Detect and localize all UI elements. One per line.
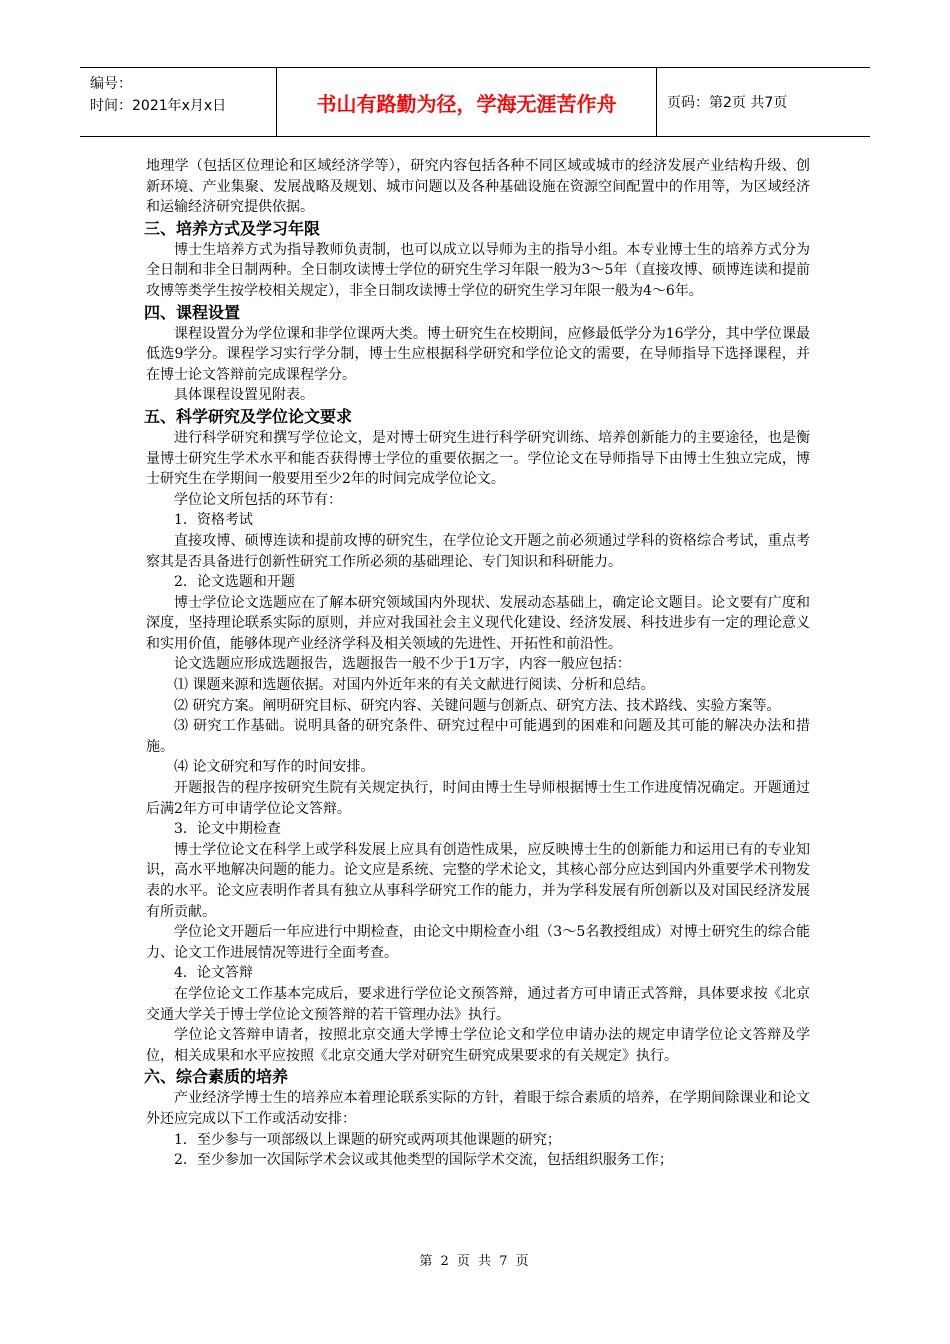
document-body — [146, 156, 810, 1171]
header-motto: 书山有路勤为径，学海无涯苦作舟 — [277, 68, 657, 136]
list-item: 1．至少参与一项部级以上课题的研究或两项其他课题的研究； — [174, 1131, 561, 1148]
page-footer: 第 2 页 共 7 页 — [419, 1254, 531, 1269]
list-item: ⑶ 研究工作基础。说明具备的研究条件、研究过程中可能遇到的困难和问题及其可能的解决办法和措施。 — [146, 718, 810, 755]
paragraph: 博士学位论文选题应在了解本研究领域国内外现状、发展动态基础上，确定论文题目。论文要有广度和深度，坚持理论联系实际的原则，并应对我国社会主义现代化建设、经济发展、科技进步有一定的理论意义和实用价值，能够体现产业经济学科及相关领域的先进性、开拓性和前沿性。 — [146, 594, 810, 652]
paragraph: 具体课程设置见附表。 — [174, 387, 314, 404]
paragraph: 学位论文开题后一年应进行中期检查，由论文中期检查小组（3～5名教授组成）对博士研究生的综合能力、论文工作进展情况等进行全面考查。 — [146, 924, 810, 961]
section-heading: 六、综合素质的培养 — [144, 1067, 289, 1087]
document-date: 时间：2021年x月x日 — [90, 98, 227, 114]
paragraph: 直接攻博、硕博连读和提前攻博的研究生，在学位论文开题之前必须通过学科的资格综合考试，重点考察其是否具备进行创新性研究工作所必须的基础理论、专门知识和科研能力。 — [146, 532, 810, 570]
paragraph: 地理学（包括区位理论和区域经济学等），研究内容包括各种不同区域或城市的经济发展产业结构升级、创新环境、产业集聚、发展战略及规划、城市问题以及各种基础设施在资源空间配置中的作用等，为区域经济和运输经济研究提供依据。 — [146, 158, 810, 216]
paragraph: 学位论文答辩申请者，按照北京交通大学博士学位论文和学位申请办法的规定申请学位论文答辩及学位，相关成果和水平应按照《北京交通大学对研究生研究成果要求的有关规定》执行。 — [146, 1027, 810, 1064]
list-item: 4．论文答辩 — [174, 965, 253, 982]
paragraph: 博士学位论文在科学上或学科发展上应具有创造性成果，应反映博士生的创新能力和运用已有的专业知识，高水平地解决问题的能力。论文应是系统、完整的学术论文，其核心部分应达到国内外重要学术刊物发表的水平。论文应表明作者具有独立从事科学研究工作的能力，并为学科发展有所创新以及对国民经济发展有所贡献。 — [146, 841, 810, 920]
list-item: 3．论文中期检查 — [174, 821, 281, 838]
list-item: 2．论文选题和开题 — [174, 574, 295, 591]
page-header — [80, 67, 870, 137]
paragraph: 开题报告的程序按研究生院有关规定执行，时间由博士生导师根据博士生工作进度情况确定。开题通过后满2年方可申请学位论文答辩。 — [146, 780, 810, 817]
section-heading: 三、培养方式及学习年限 — [144, 218, 321, 238]
list-item: ⑷ 论文研究和写作的时间安排。 — [174, 759, 375, 776]
paragraph: 课程设置分为学位课和非学位课两大类。博士研究生在校期间，应修最低学分为16学分，其中学位课最低选9学分。课程学习实行学分制，博士生应根据科学研究和学位论文的需要，在导师指导下选择课程，并在博士论文答辩前完成课程学分。 — [146, 325, 810, 383]
document-number: 编号： — [90, 76, 132, 92]
paragraph: 产业经济学博士生的培养应本着理论联系实际的方针，着眼于综合素质的培养，在学期间除课业和论文外还应完成以下工作或活动安排： — [146, 1090, 810, 1127]
section-heading: 四、课程设置 — [144, 302, 241, 322]
header-meta-cell — [80, 68, 277, 136]
list-item: 2．至少参加一次国际学术会议或其他类型的国际学术交流，包括组织服务工作； — [174, 1152, 673, 1169]
list-item: 1．资格考试 — [174, 512, 253, 529]
paragraph: 学位论文所包括的环节有： — [174, 491, 342, 508]
section-heading: 五、科学研究及学位论文要求 — [144, 406, 353, 426]
header-page-number: 页码：第2页 共7页 — [667, 95, 788, 111]
paragraph: 进行科学研究和撰写学位论文，是对博士研究生进行科学研究训练、培养创新能力的主要途径，也是衡量博士研究生学术水平和能否获得博士学位的重要依据之一。学位论文在导师指导下由博士生独立完成，博士研究生在学期间一般要用至少2年的时间完成学位论文。 — [146, 429, 810, 488]
list-item: ⑵ 研究方案。阐明研究目标、研究内容、关键问题与创新点、研究方法、技术路线、实验方案等。 — [174, 697, 781, 714]
paragraph: 论文选题应形成选题报告，选题报告一般不少于1万字，内容一般应包括： — [174, 656, 631, 673]
paragraph: 在学位论文工作基本完成后，要求进行学位论文预答辩，通过者方可申请正式答辩，具体要求按《北京交通大学关于博士学位论文预答辩的若干管理办法》执行。 — [146, 985, 810, 1023]
paragraph: 博士生培养方式为指导教师负责制，也可以成立以导师为主的指导小组。本专业博士生的培养方式分为全日制和非全日制两种。全日制攻读博士学位的研究生学习年限一般为3～5年（直接攻博、硕博连读和提前攻博等类学生按学校相关规定），非全日制攻读博士学位的研究生学习年限一般为4～6年。 — [146, 241, 810, 299]
list-item: ⑴ 课题来源和选题依据。对国内外近年来的有关文献进行阅读、分析和总结。 — [174, 677, 655, 694]
